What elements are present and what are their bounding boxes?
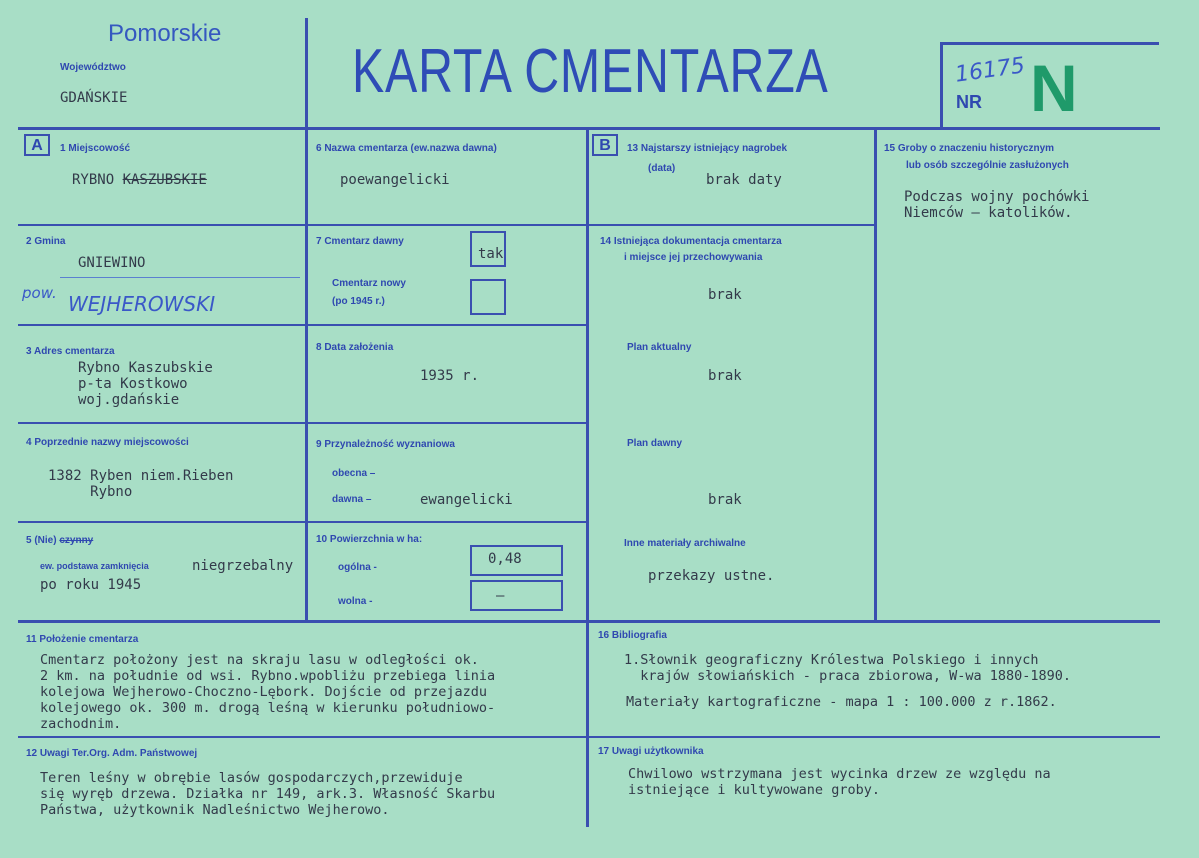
field-16-label: 16 Bibliografia — [598, 630, 667, 641]
field-2-underline — [60, 277, 300, 278]
grid-top — [18, 127, 1160, 130]
nr-label: NR — [956, 92, 982, 112]
field-10-label: 10 Powierzchnia w ha: — [316, 534, 423, 545]
field-12-label: 12 Uwagi Ter.Org. Adm. Państwowej — [26, 748, 198, 759]
field-3-value: Rybno Kaszubskie p-ta Kostkowo woj.gdańskie — [78, 360, 213, 408]
field-9-former-label: dawna – — [332, 494, 372, 505]
field-14-label-2: i miejsce jej przechowywania — [624, 252, 763, 263]
field-2-value: GNIEWINO — [78, 255, 146, 271]
field-6-value: poewangelicki — [340, 172, 450, 188]
field-4-value: 1382 Ryben niem.Rieben Rybno — [48, 468, 234, 500]
field-7-new-label-2: (po 1945 r.) — [332, 296, 385, 307]
field-13-sub: (data) — [648, 163, 676, 174]
field-2-pow-label: pow. — [22, 284, 57, 302]
page-title: KARTA CMENTARZA — [352, 37, 829, 106]
archives-label: Inne materiały archiwalne — [624, 538, 746, 549]
field-15-label-2: lub osób szczególnie zasłużonych — [906, 160, 1069, 171]
field-5-label: 5 (Nie) czynny — [26, 535, 94, 546]
field-10-free-box[interactable] — [470, 580, 563, 611]
field-5-sub-label: ew. podstawa zamknięcia — [40, 561, 149, 571]
nr-handwritten-number: 16175 — [953, 53, 1027, 88]
row-line-5 — [18, 620, 1160, 623]
row-line-6 — [18, 736, 1160, 738]
section-b-badge: B — [592, 134, 618, 156]
field-17-value: Chwilowo wstrzymana jest wycinka drzew ze względu na istniejące i kultywowane groby. — [628, 766, 1051, 798]
header-divider — [305, 18, 308, 128]
field-9-former-value: ewangelicki — [420, 492, 513, 508]
field-7-new-label-1: Cmentarz nowy — [332, 278, 406, 289]
field-10-total-value: 0,48 — [488, 551, 522, 567]
field-16-value-1: 1.Słownik geograficzny Królestwa Polskiego i innych krajów słowiańskich - praca zbiorowa, W-wa 1880-1890. — [624, 652, 1072, 684]
field-13-label: 13 Najstarszy istniejący nagrobek — [627, 143, 788, 154]
field-13-value: brak daty — [706, 172, 782, 188]
field-9-label: 9 Przynależność wyznaniowa — [316, 439, 455, 450]
plan-current-label: Plan aktualny — [627, 342, 692, 353]
row-line-3 — [18, 422, 588, 424]
field-14-value: brak — [708, 287, 742, 303]
plan-former-label: Plan dawny — [627, 438, 683, 449]
section-a-badge: A — [24, 134, 50, 156]
field-4-label: 4 Poprzednie nazwy miejscowości — [26, 437, 189, 448]
nr-letter: N — [1030, 51, 1078, 125]
field-6-label: 6 Nazwa cmentarza (ew.nazwa dawna) — [316, 143, 497, 154]
field-5-value-b: po roku 1945 — [40, 577, 142, 593]
field-16-value-2: Materiały kartograficzne - mapa 1 : 100.000 z r.1862. — [626, 694, 1057, 710]
field-14-label-1: 14 Istniejąca dokumentacja cmentarza — [600, 236, 782, 247]
col-line-1 — [305, 127, 308, 621]
voivodeship-value: GDAŃSKIE — [60, 90, 128, 106]
col-line-3 — [874, 127, 877, 621]
plan-former-value: brak — [708, 492, 742, 508]
field-3-label: 3 Adres cmentarza — [26, 346, 115, 357]
field-8-value: 1935 r. — [420, 368, 480, 384]
field-2-label: 2 Gmina — [26, 236, 66, 247]
field-5-value-a: niegrzebalny — [192, 558, 294, 574]
field-7-new-checkbox[interactable] — [470, 279, 506, 315]
field-1-label: 1 Miejscowość — [60, 143, 131, 154]
col-line-2 — [586, 127, 589, 827]
field-11-value: Cmentarz położony jest na skraju lasu w odległości ok. 2 km. na południe od wsi. Rybno.wpobliżu przebiega linia kolejowa Wejherowo-Choczno-Lębork. Dojście od przejazdu kolejowego ok. 300 m. drogą leśną w kierunku południowo- zachodnim. — [40, 652, 496, 732]
field-8-label: 8 Data założenia — [316, 342, 394, 353]
region-top: Pomorskie — [108, 20, 222, 47]
field-1-value: RYBNO KASZUBSKIE — [72, 172, 207, 188]
row-line-2 — [18, 324, 588, 326]
field-17-label: 17 Uwagi użytkownika — [598, 746, 704, 757]
nr-box-top — [940, 42, 1159, 45]
field-2-pow-value: WEJHEROWSKI — [68, 292, 216, 316]
field-11-label: 11 Położenie cmentarza — [26, 634, 139, 645]
field-7-value: tak — [478, 246, 504, 262]
field-9-current-label: obecna – — [332, 468, 376, 479]
field-10-free-value: – — [496, 588, 505, 604]
field-7-label: 7 Cmentarz dawny — [316, 236, 404, 247]
row-line-4 — [18, 521, 588, 523]
field-15-label-1: 15 Groby o znaczeniu historycznym — [884, 143, 1055, 154]
plan-current-value: brak — [708, 368, 742, 384]
nr-box-left — [940, 42, 943, 128]
row-line-1 — [18, 224, 876, 226]
archives-value: przekazy ustne. — [648, 568, 775, 584]
voivodeship-label: Województwo — [60, 62, 126, 73]
field-10-free-label: wolna - — [338, 596, 373, 607]
field-15-value: Podczas wojny pochówki Niemców – katolików. — [904, 189, 1090, 221]
field-10-total-label: ogólna - — [338, 562, 377, 573]
field-12-value: Teren leśny w obrębie lasów gospodarczych,przewiduje się wyręb drzewa. Działka nr 149, ark.3. Własność Skarbu Państwa, użytkownik Nadleśnictwo Wejherowo. — [40, 770, 496, 818]
